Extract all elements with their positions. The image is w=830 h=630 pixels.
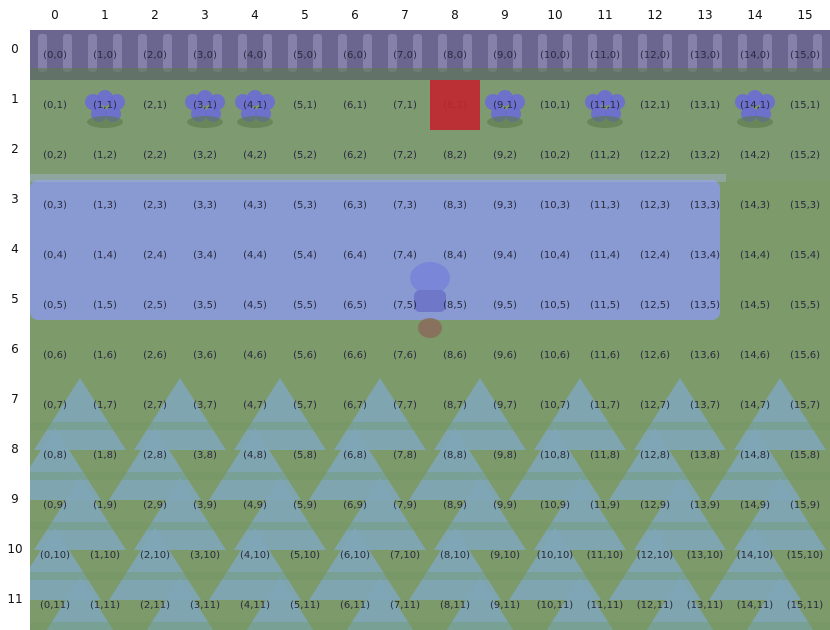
grid-cell[interactable]: (10,7) (539, 399, 571, 411)
grid-cell[interactable]: (9,5) (493, 299, 517, 311)
grid-cell[interactable]: (0,8) (43, 449, 67, 461)
grid-cell[interactable]: (13,3) (689, 199, 721, 211)
grid-cell[interactable]: (0,9) (43, 499, 67, 511)
column-label: 5 (301, 8, 309, 22)
grid-cell[interactable]: (4,2) (243, 149, 267, 161)
grid-cell[interactable]: (9,4) (493, 249, 517, 261)
grid-cell[interactable]: (4,0) (243, 49, 267, 61)
column-label: 8 (451, 8, 459, 22)
grid-cell[interactable]: (14,7) (739, 399, 771, 411)
grid-cell[interactable]: (13,1) (689, 99, 721, 111)
grid-cell[interactable]: (10,5) (539, 299, 571, 311)
grid-cell[interactable]: (11,3) (589, 199, 621, 211)
grid-cell[interactable]: (3,10) (189, 549, 221, 561)
grid-cell[interactable]: (9,9) (493, 499, 517, 511)
grid-cell[interactable]: (6,0) (343, 49, 367, 61)
grid-cell[interactable]: (3,5) (193, 299, 217, 311)
grid-cell[interactable]: (15,5) (789, 299, 821, 311)
grid-cell[interactable]: (12,6) (639, 349, 671, 361)
grid-cell[interactable]: (4,3) (243, 199, 267, 211)
grid-cell[interactable]: (14,9) (739, 499, 771, 511)
grid-cell[interactable]: (2,1) (143, 99, 167, 111)
grid-cell[interactable]: (8,3) (443, 199, 467, 211)
grid-cell[interactable]: (2,5) (143, 299, 167, 311)
grid-cell[interactable]: (4,5) (243, 299, 267, 311)
grid-cell[interactable]: (5,2) (293, 149, 317, 161)
grid-cell[interactable]: (10,9) (539, 499, 571, 511)
grid-cell[interactable]: (8,4) (443, 249, 467, 261)
grid-cell[interactable]: (3,4) (193, 249, 217, 261)
column-label: 10 (547, 8, 563, 22)
grid-cell[interactable]: (5,7) (293, 399, 317, 411)
column-label: 9 (501, 8, 509, 22)
row-label: 7 (11, 392, 19, 406)
grid-cell[interactable]: (6,4) (343, 249, 367, 261)
grid-cell[interactable]: (11,6) (589, 349, 621, 361)
grid-cell[interactable]: (2,7) (143, 399, 167, 411)
grid-cell[interactable]: (8,10) (439, 549, 471, 561)
grid-cell[interactable]: (13,2) (689, 149, 721, 161)
grid-cell[interactable]: (0,5) (43, 299, 67, 311)
grid-cell[interactable]: (9,11) (489, 599, 521, 611)
grid-cell[interactable]: (6,2) (343, 149, 367, 161)
grid-cell[interactable]: (8,8) (443, 449, 467, 461)
grid-cell[interactable]: (0,7) (43, 399, 67, 411)
grid-cell[interactable]: (7,9) (393, 499, 417, 511)
grid-cell[interactable]: (12,9) (639, 499, 671, 511)
grid-cell[interactable]: (15,8) (789, 449, 821, 461)
grid-cell[interactable]: (5,9) (293, 499, 317, 511)
grid-cell[interactable]: (0,2) (43, 149, 67, 161)
grid-cell[interactable]: (5,6) (293, 349, 317, 361)
grid-cell[interactable]: (3,9) (193, 499, 217, 511)
grid-cell[interactable]: (5,4) (293, 249, 317, 261)
grid-cell[interactable]: (15,0) (789, 49, 821, 61)
grid-cell[interactable]: (15,10) (786, 549, 824, 561)
grid-cell[interactable]: (0,0) (43, 49, 67, 61)
grid-cell[interactable]: (5,11) (289, 599, 321, 611)
grid-cell[interactable]: (4,11) (239, 599, 271, 611)
column-label: 14 (747, 8, 763, 22)
grid-cell[interactable]: (14,10) (736, 549, 774, 561)
grid-cell[interactable]: (11,7) (589, 399, 621, 411)
grid-cell[interactable]: (6,1) (343, 99, 367, 111)
grid-cell[interactable]: (13,4) (689, 249, 721, 261)
grid-cell[interactable]: (15,4) (789, 249, 821, 261)
grid-cell[interactable]: (1,7) (93, 399, 117, 411)
grid-cell[interactable]: (4,4) (243, 249, 267, 261)
grid-cell[interactable]: (7,0) (393, 49, 417, 61)
grid-cell[interactable]: (2,0) (143, 49, 167, 61)
grid-cell[interactable]: (2,3) (143, 199, 167, 211)
grid-cell[interactable]: (0,4) (43, 249, 67, 261)
grid-cell[interactable]: (6,11) (339, 599, 371, 611)
grid-cell[interactable]: (8,2) (443, 149, 467, 161)
grid-cell[interactable]: (14,6) (739, 349, 771, 361)
row-label: 4 (11, 242, 19, 256)
grid-cell[interactable]: (12,8) (639, 449, 671, 461)
grid-cell[interactable]: (11,9) (589, 499, 621, 511)
grid-cell[interactable]: (5,5) (293, 299, 317, 311)
grid-cell[interactable]: (8,11) (439, 599, 471, 611)
grid-cell[interactable]: (1,0) (93, 49, 117, 61)
grid-cell[interactable]: (6,6) (343, 349, 367, 361)
grid-cell[interactable]: (13,7) (689, 399, 721, 411)
grid-cell[interactable]: (5,8) (293, 449, 317, 461)
grid-cell[interactable]: (8,7) (443, 399, 467, 411)
row-label: 9 (11, 492, 19, 506)
grid-cell[interactable]: (6,5) (343, 299, 367, 311)
grid-cell[interactable]: (1,10) (89, 549, 121, 561)
grid-cell[interactable]: (12,4) (639, 249, 671, 261)
grid-cell[interactable]: (13,10) (686, 549, 724, 561)
row-label: 1 (11, 92, 19, 106)
grid-cell[interactable]: (2,4) (143, 249, 167, 261)
row-label: 6 (11, 342, 19, 356)
grid-cell[interactable]: (10,4) (539, 249, 571, 261)
column-label: 15 (797, 8, 813, 22)
grid-cell[interactable]: (9,3) (493, 199, 517, 211)
grid-cell[interactable]: (9,1) (493, 99, 517, 111)
grid-cell[interactable]: (11,5) (589, 299, 621, 311)
grid-cell[interactable]: (14,8) (739, 449, 771, 461)
grid-cell[interactable]: (5,3) (293, 199, 317, 211)
grid-cell[interactable]: (2,2) (143, 149, 167, 161)
grid-cell[interactable]: (3,3) (193, 199, 217, 211)
grid-cell[interactable]: (5,0) (293, 49, 317, 61)
grid-cell[interactable]: (5,1) (293, 99, 317, 111)
grid-cell[interactable]: (6,9) (343, 499, 367, 511)
grid-cell[interactable]: (4,7) (243, 399, 267, 411)
grid-cell[interactable]: (0,10) (39, 549, 71, 561)
grid-cell[interactable]: (15,6) (789, 349, 821, 361)
row-label: 10 (7, 542, 23, 556)
grid-cell[interactable]: (14,1) (739, 99, 771, 111)
grid-cell[interactable]: (7,6) (393, 349, 417, 361)
grid-cell[interactable]: (3,6) (193, 349, 217, 361)
grid-cell[interactable]: (12,1) (639, 99, 671, 111)
grid-cell[interactable]: (14,4) (739, 249, 771, 261)
grid-cell[interactable]: (7,8) (393, 449, 417, 461)
grid-cell[interactable]: (10,6) (539, 349, 571, 361)
grid-cell[interactable]: (8,5) (443, 299, 467, 311)
grid-cell[interactable]: (11,0) (589, 49, 621, 61)
grid-cell[interactable]: (10,0) (539, 49, 571, 61)
grid-cell[interactable]: (15,11) (786, 599, 824, 611)
row-label: 0 (11, 42, 19, 56)
grid-cell[interactable]: (1,6) (93, 349, 117, 361)
grid-cell[interactable]: (12,5) (639, 299, 671, 311)
grid-cell[interactable]: (11,1) (589, 99, 621, 111)
column-label: 13 (697, 8, 713, 22)
grid-cell[interactable]: (15,2) (789, 149, 821, 161)
grid-cell[interactable]: (13,5) (689, 299, 721, 311)
grid-cell[interactable]: (3,0) (193, 49, 217, 61)
grid-cell[interactable]: (13,6) (689, 349, 721, 361)
column-label: 3 (201, 8, 209, 22)
grid-cell[interactable]: (2,9) (143, 499, 167, 511)
grid-cell[interactable]: (14,11) (736, 599, 774, 611)
grid-cell[interactable]: (8,0) (443, 49, 467, 61)
grid-cell[interactable]: (3,11) (189, 599, 221, 611)
grid-cell[interactable]: (0,11) (39, 599, 71, 611)
column-label: 1 (101, 8, 109, 22)
grid-cell[interactable]: (10,1) (539, 99, 571, 111)
column-label: 12 (647, 8, 663, 22)
grid-cell[interactable]: (1,2) (93, 149, 117, 161)
grid-cell[interactable]: (4,6) (243, 349, 267, 361)
grid-cell[interactable]: (11,8) (589, 449, 621, 461)
grid-cell[interactable]: (0,1) (43, 99, 67, 111)
grid-cell[interactable]: (10,8) (539, 449, 571, 461)
grid-cell[interactable]: (7,11) (389, 599, 421, 611)
grid-cell[interactable]: (6,3) (343, 199, 367, 211)
grid-cell[interactable]: (10,2) (539, 149, 571, 161)
column-label: 6 (351, 8, 359, 22)
grid-cell[interactable]: (1,9) (93, 499, 117, 511)
grid-cell[interactable]: (0,6) (43, 349, 67, 361)
grid-cell[interactable]: (3,8) (193, 449, 217, 461)
grid-cell[interactable]: (9,2) (493, 149, 517, 161)
grid-cell[interactable]: (4,8) (243, 449, 267, 461)
highlighted-cell-marker[interactable] (430, 80, 480, 130)
row-label: 11 (7, 592, 23, 606)
grid-cell[interactable]: (14,0) (739, 49, 771, 61)
grid-cell[interactable]: (10,10) (536, 549, 574, 561)
grid-cell[interactable]: (9,7) (493, 399, 517, 411)
grid-cell[interactable]: (15,9) (789, 499, 821, 511)
grid-cell[interactable]: (0,3) (43, 199, 67, 211)
grid-cell[interactable]: (6,7) (343, 399, 367, 411)
row-label: 8 (11, 442, 19, 456)
grid-cell[interactable]: (7,2) (393, 149, 417, 161)
column-label: 2 (151, 8, 159, 22)
grid-cell[interactable]: (3,7) (193, 399, 217, 411)
grid-cell[interactable]: (7,10) (389, 549, 421, 561)
grid-cell[interactable]: (5,10) (289, 549, 321, 561)
column-label: 7 (401, 8, 409, 22)
grid-cell[interactable]: (4,9) (243, 499, 267, 511)
grid-cell[interactable]: (9,10) (489, 549, 521, 561)
grid-cell[interactable]: (9,8) (493, 449, 517, 461)
grid-cell[interactable]: (8,6) (443, 349, 467, 361)
grid-cell[interactable]: (7,1) (393, 99, 417, 111)
grid-cell[interactable]: (14,5) (739, 299, 771, 311)
row-label: 2 (11, 142, 19, 156)
grid-cell[interactable]: (10,3) (539, 199, 571, 211)
grid-cell[interactable]: (1,5) (93, 299, 117, 311)
game-map (30, 30, 830, 630)
grid-cell[interactable]: (2,6) (143, 349, 167, 361)
grid-cell[interactable]: (3,2) (193, 149, 217, 161)
grid-cell[interactable]: (14,2) (739, 149, 771, 161)
grid-cell[interactable]: (1,8) (93, 449, 117, 461)
grid-cell[interactable]: (15,3) (789, 199, 821, 211)
grid-cell[interactable]: (8,9) (443, 499, 467, 511)
grid-cell[interactable]: (11,4) (589, 249, 621, 261)
grid-cell[interactable]: (4,1) (243, 99, 267, 111)
grid-cell[interactable]: (6,10) (339, 549, 371, 561)
column-label: 0 (51, 8, 59, 22)
column-label: 11 (597, 8, 613, 22)
grid-cell[interactable]: (13,8) (689, 449, 721, 461)
grid-cell[interactable]: (11,2) (589, 149, 621, 161)
grid-cell[interactable]: (13,9) (689, 499, 721, 511)
grid-cell[interactable]: (10,11) (536, 599, 574, 611)
grid-cell[interactable]: (7,7) (393, 399, 417, 411)
row-label: 3 (11, 192, 19, 206)
grid-cell[interactable]: (12,10) (636, 549, 674, 561)
grid-cell[interactable]: (9,6) (493, 349, 517, 361)
grid-cell[interactable]: (7,5) (393, 299, 417, 311)
grid-cell[interactable]: (1,11) (89, 599, 121, 611)
grid-cell[interactable]: (6,8) (343, 449, 367, 461)
column-label: 4 (251, 8, 259, 22)
grid-cell[interactable]: (12,11) (636, 599, 674, 611)
grid-cell[interactable]: (1,4) (93, 249, 117, 261)
grid-cell[interactable]: (2,8) (143, 449, 167, 461)
grid-cell[interactable]: (11,10) (586, 549, 624, 561)
grid-cell[interactable]: (13,11) (686, 599, 724, 611)
grid-cell[interactable]: (7,3) (393, 199, 417, 211)
grid-cell[interactable]: (2,10) (139, 549, 171, 561)
grid-cell[interactable]: (3,1) (193, 99, 217, 111)
grid-cell[interactable]: (13,0) (689, 49, 721, 61)
grid-cell[interactable]: (12,2) (639, 149, 671, 161)
grid-cell[interactable]: (11,11) (586, 599, 624, 611)
grid-cell[interactable]: (12,7) (639, 399, 671, 411)
grid-cell[interactable]: (14,3) (739, 199, 771, 211)
grid-cell[interactable]: (4,10) (239, 549, 271, 561)
grid-cell[interactable]: (2,11) (139, 599, 171, 611)
grid-cell[interactable]: (12,0) (639, 49, 671, 61)
grid-cell[interactable]: (12,3) (639, 199, 671, 211)
grid-cell[interactable]: (15,1) (789, 99, 821, 111)
grid-cell[interactable]: (1,1) (93, 99, 117, 111)
grid-cell[interactable]: (7,4) (393, 249, 417, 261)
grid-cell[interactable]: (1,3) (93, 199, 117, 211)
grid-cell[interactable]: (15,7) (789, 399, 821, 411)
row-label: 5 (11, 292, 19, 306)
grid-cell[interactable]: (9,0) (493, 49, 517, 61)
